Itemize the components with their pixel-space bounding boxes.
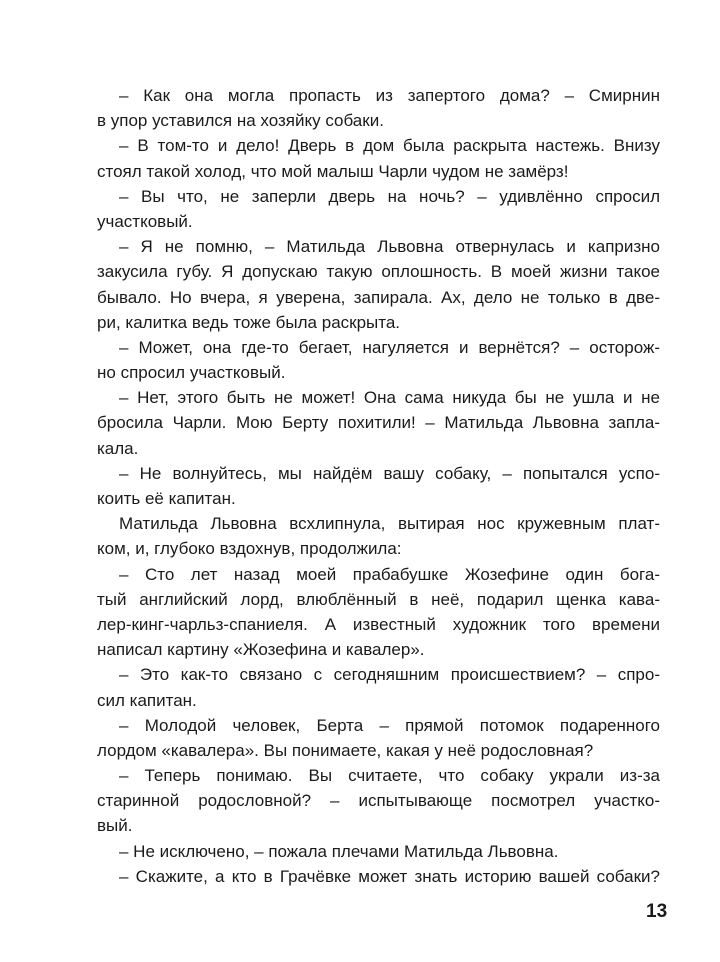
text-line: – В том-то и дело! Дверь в дом была раскрыта настежь. Внизу [119,136,660,156]
text-line: бывало. Но вчера, я уверена, запирала. Ах, дело не только в две- [97,287,660,307]
paragraph [97,864,660,889]
paragraph [97,83,660,133]
text-line: участковый. [97,211,193,231]
text-line: Матильда Львовна всхлипнула, вытирая нос кружевным плат- [119,514,660,534]
text-line: – Сто лет назад моей прабабушке Жозефине один бога- [119,564,660,584]
text-line: лер-кинг-чарльз-спаниеля. А известный художник того времени [97,614,660,634]
text-line: – Нет, этого быть не может! Она сама никуда бы не ушла и не [119,388,660,408]
text-line: тый английский лорд, влюблённый в неё, подарил щенка кава- [97,589,660,609]
text-line: – Молодой человек, Берта – прямой потомок подаренного [119,715,660,735]
text-line: – Может, она где-то бегает, нагуляется и вернётся? – осторож- [119,337,660,357]
text-line: стоял такой холод, что мой малыш Чарли чудом не замёрз! [97,161,569,181]
text-line: – Не исключено, – пожала плечами Матильда Львовна. [119,841,559,861]
page-number: 13 [646,901,668,922]
text-line: кала. [97,438,139,458]
paragraph [97,662,660,712]
paragraph [97,511,660,561]
paragraph [97,763,660,839]
text-line: коить её капитан. [97,489,236,508]
paragraph [97,461,660,511]
text-line: бросила Чарли. Мою Берту похитили! – Матильда Львовна запла- [97,413,660,433]
paragraph [97,133,660,183]
paragraph [97,184,660,234]
text-line: вый. [97,816,133,836]
body-text [97,83,660,889]
paragraph [97,385,660,461]
text-line: – Вы что, не заперли дверь на ночь? – удивлённо спросил [119,186,660,206]
text-line: но спросил участковый. [97,363,286,383]
text-line: – Теперь понимаю. Вы считаете, что собаку украли из-за [119,766,660,786]
text-line: сил капитан. [97,690,197,710]
text-line: написал картину «Жозефина и кавалер». [97,640,425,660]
text-line: – Скажите, а кто в Грачёвке может знать историю вашей собаки? [119,866,660,886]
paragraph [97,839,660,864]
paragraph [97,335,660,385]
text-line: – Я не помню, – Матильда Львовна отвернулась и капризно [119,237,660,257]
text-line: – Как она могла пропасть из запертого дома? – Смирнин [119,86,660,105]
text-line: – Не волнуйтесь, мы найдём вашу собаку, – попытался успо- [119,463,660,483]
text-line: ком, и, глубоко вздохнув, продолжила: [97,539,402,559]
text-line: старинной родословной? – испытывающе посмотрел участко- [97,791,660,811]
text-line: в упор уставился на хозяйку собаки. [97,111,384,131]
text-line: лордом «кавалера». Вы понимаете, какая у неё родословная? [97,740,594,760]
paragraph [97,713,660,763]
text-line: – Это как-то связано с сегодняшним происшествием? – спро- [119,665,660,685]
paragraph [97,234,660,335]
paragraph [97,562,660,663]
text-line: ри, калитка ведь тоже была раскрыта. [97,312,401,332]
text-line: закусила губу. Я допускаю такую оплошность. В моей жизни такое [97,262,660,282]
